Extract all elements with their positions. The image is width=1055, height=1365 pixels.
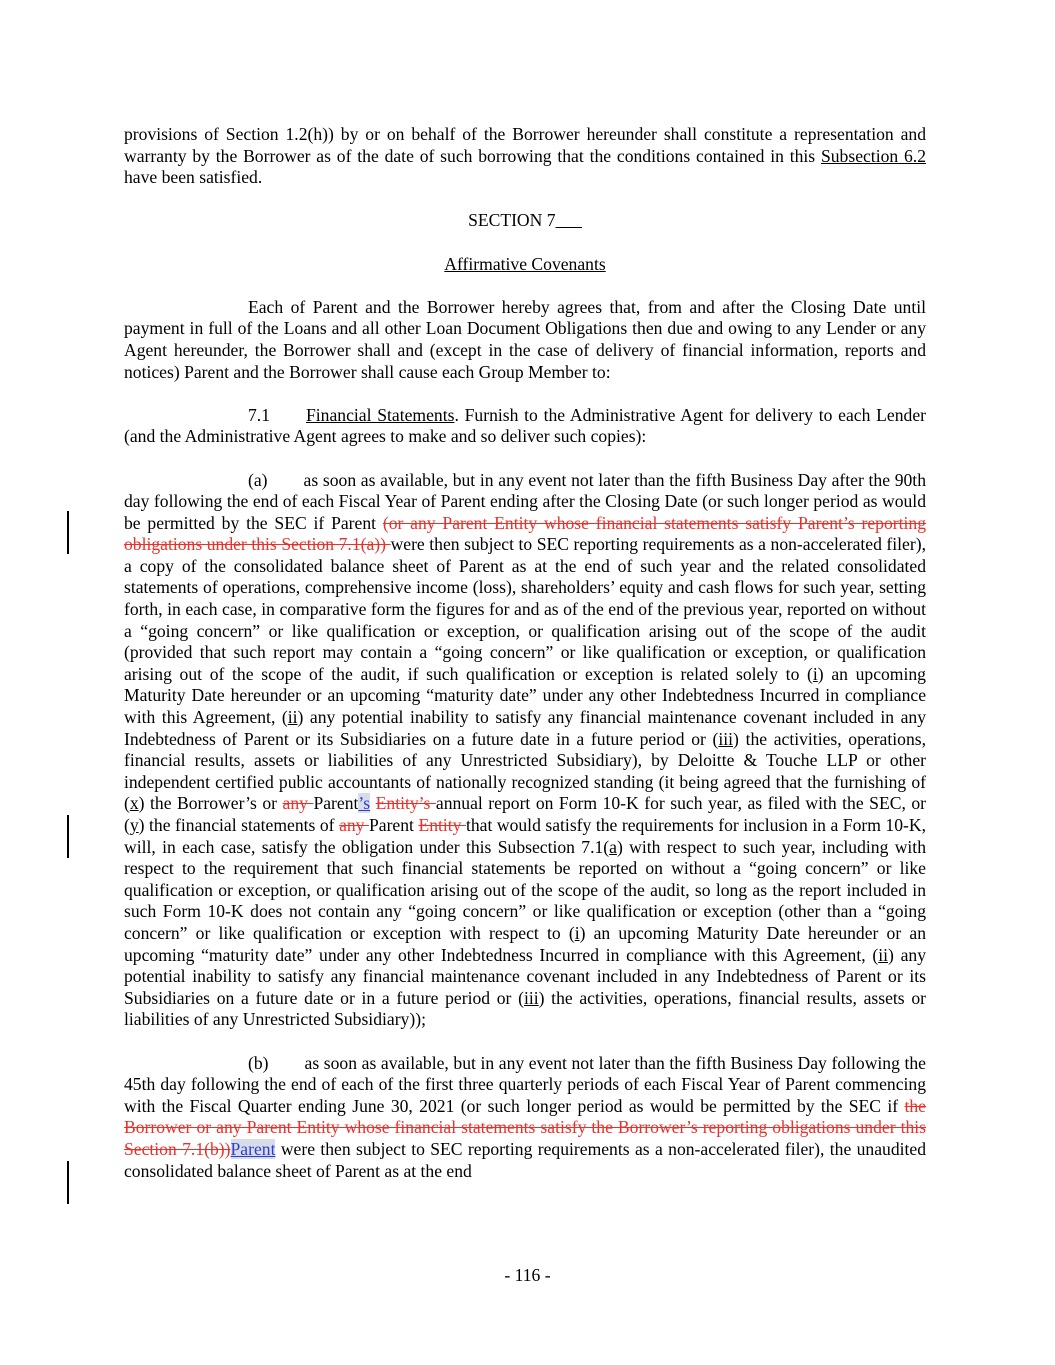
section-7-1-paragraph: 7.1 Financial Statements. Furnish to the Administrative Agent for delivery to each Lender (and the Administrative Agent agrees to make and so deliver such copies): (124, 404, 926, 447)
revision-bar (67, 511, 69, 554)
deleted-text: any (282, 793, 314, 814)
deleted-text: )) (218, 1138, 231, 1159)
revision-bar (67, 815, 69, 858)
deleted-text: Entity’s (375, 793, 436, 814)
document-body (124, 124, 926, 1182)
revision-bar (67, 1161, 69, 1204)
section-subtitle: Affirmative Covenants (444, 253, 606, 274)
inserted-text: Parent (230, 1138, 276, 1159)
intro-paragraph: provisions of Section 1.2(h)) by or on behalf of the Borrower hereunder shall constitute a representation and warranty by the Borrower as of the date of such borrowing that the conditions contained in this Subsection 6.2 have been satisfied. (124, 124, 926, 188)
deleted-text: (or any Parent Entity whose financial statements satisfy Parent’s reporting obligations under this (124, 512, 926, 555)
paragraph-b: (b) as soon as available, but in any event not later than the fifth Business Day following the 45th day following the end of each of the first three quarterly periods of each Fiscal Year of Parent commencing with the Fiscal Quarter ending June 30, 2021 (or such longer period as would be permitted by the SEC if the Borrower or any Parent Entity whose financial statements satisfy the Borrower’s reporting obligations under this Section 7.1(b))Parent were then subject to SEC reporting requirements as a non-accelerated filer), the unaudited consolidated balance sheet of Parent as at the end (124, 1052, 927, 1181)
deleted-text: any (339, 815, 369, 835)
deleted-text: a (366, 534, 375, 555)
deleted-text: Section 7.1( (281, 534, 367, 555)
inserted-text: ’s (358, 793, 371, 814)
subsection-6-2-reference: Subsection 6.2 (820, 145, 926, 166)
paragraph-a: (a) as soon as available, but in any event not later than the fifth Business Day after the 90th day following the end of each Fiscal Year of Parent ending after the Closing Date (or such longer period as would be permitted by the SEC if Parent (or any Parent Entity whose financial statements satisfy Parent’s reporting obligations under this Section 7.1(a)) were then subject to SEC reporting requirements as a non-accelerated filer), a copy of the consolidated balance sheet of Parent as at the end of such year and the related consolidated statements of operations, comprehensive income (loss), shareholders’ equity and cash flows for such year, setting forth, in each case, in comparative form the figures for and as of the end of the previous year, reported on without a “going concern” or like qualification or exception, or qualification arising out of the scope of the audit (provided that such report may contain a “going concern” or like qualification or exception, or qualification arising out of the scope of the audit, if such qualification or exception is related solely to (i) an upcoming Maturity Date hereunder or an upcoming “maturity date” under any other Indebtedness Incurred in compliance with this Agreement, (ii) any potential inability to satisfy any financial maintenance covenant included in any Indebtedness of Parent or its Subsidiaries on a future date in a future period or (iii) the activities, operations, financial results, assets or liabilities of any Unrestricted Subsidiary), by Deloitte & Touche LLP or other independent certified public accountants of nationally recognized standing (it being agreed that the furnishing of (x) the Borrower’s or any Parent’s Entity’s annual report on Form 10-K for such year, as filed with the SEC, or (y) the financial statements of any Parent Entity that would satisfy the requirements for inclusion in a Form 10-K, will, in each case, satisfy the obligation under this Subsection 7.1(a) with respect to such year, including with respect to the requirement that such financial statements be reported on without a “going concern” or like qualification or exception, or qualification arising out of the scope of the audit, so long as the report included in such Form 10-K does not contain any “going concern” or like qualification or exception (other than a “going concern” or like qualification or exception with respect to (i) an upcoming Maturity Date hereunder or an upcoming “maturity date” under any other Indebtedness Incurred in compliance with this Agreement, (ii) any potential inability to satisfy any financial maintenance covenant included in any Indebtedness of Parent or its Subsidiaries on a future date or in a future period or (iii) the activities, operations, financial results, assets or liabilities of any Unrestricted Subsidiary)); (124, 469, 927, 1030)
deleted-text: )) (374, 534, 391, 555)
heading-underline (556, 210, 582, 230)
page-number: - 116 - (504, 1265, 551, 1285)
lead-paragraph: Each of Parent and the Borrower hereby agrees that, from and after the Closing Date until payment in full of the Loans and all other Loan Document Obligations then due and owing to any Lender or any Agent hereunder, the Borrower shall and (except in the case of delivery of financial information, reports and notices) Parent and the Borrower shall cause each Group Member to: (124, 296, 926, 382)
deleted-text: the Borrower or any Parent Entity whose financial statements satisfy the Borrower’s reporting obligations under this Section 7.1( (124, 1095, 926, 1159)
deleted-text: Entity (418, 815, 466, 835)
section-7-1-title: Financial Statements (306, 404, 455, 425)
section-heading: SECTION 7 (124, 210, 926, 232)
deleted-text: b (210, 1138, 219, 1159)
